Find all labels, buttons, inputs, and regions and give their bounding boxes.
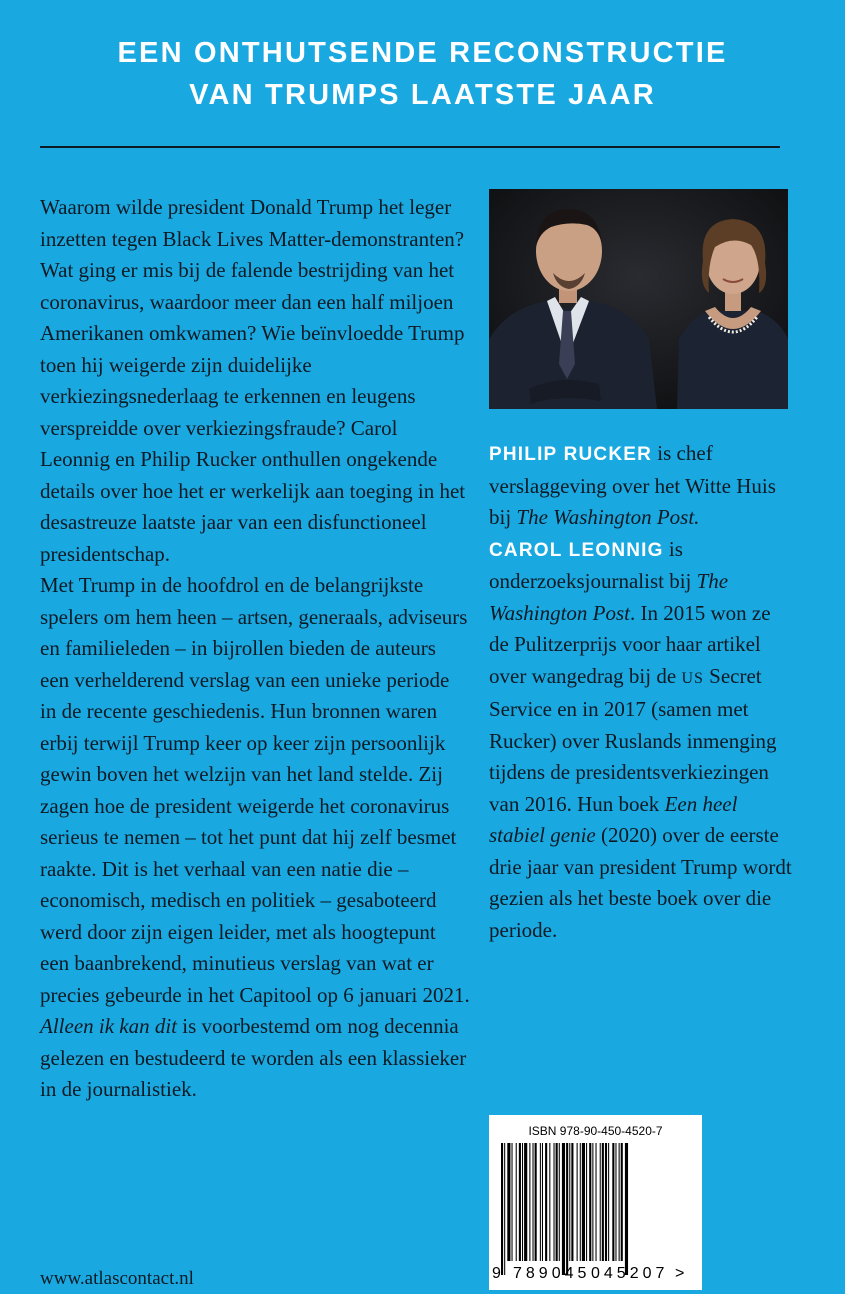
barcode-bar: [501, 1143, 503, 1275]
barcode-bar: [596, 1143, 597, 1261]
isbn-label: ISBN 978-90-450-4520-7: [528, 1124, 663, 1138]
barcode-bar: [615, 1143, 616, 1261]
author-name-philip-rucker: PHILIP RUCKER: [489, 444, 653, 465]
blurb-paragraph-1: Waarom wilde president Donald Trump het leger inzetten tegen Black Lives Matter-demonstranten? Wat ging er mis bij de falende bestrijding van het coronavirus, waardoor meer dan een half miljoen Amerikanen omkwamen? Wie beïnvloedde Trump toen hij weigerde zijn duidelijke verkiezingsnederlaag te erkennen en leugens verspreidde over verkiezingsfraude? Carol Leonnig en Philip Rucker onthullen ongekende details over hoe het er werkelijk aan toeging in het desastreuze laatste jaar van een disfunctioneel presidentschap.: [40, 195, 466, 566]
barcode-bar: [559, 1143, 560, 1261]
barcode-bar: [524, 1143, 527, 1261]
book-title: Alleen ik kan dit: [40, 1014, 178, 1038]
barcode-bar: [535, 1143, 537, 1261]
barcode-bar: [612, 1143, 614, 1261]
barcode-bar: [571, 1143, 573, 1261]
bio-text-3: . In 2015 won ze de Pulitzerprijs voor haar artikel over wangedrag bij de: [489, 600, 771, 688]
barcode-bars: [501, 1143, 691, 1275]
barcode-right-group: 045207: [591, 1265, 669, 1282]
bio-paragraph: [489, 438, 794, 946]
barcode-bar: [582, 1143, 585, 1261]
headline-line-2: VAN TRUMPS LAATSTE JAAR: [189, 79, 656, 111]
barcode-bar: [592, 1143, 593, 1261]
author-photo: [489, 189, 788, 409]
barcode-bar: [549, 1143, 550, 1261]
bio-text-2: is onderzoeksjournalist bij: [489, 536, 697, 593]
divider-rule: [40, 146, 780, 148]
publication-2: The Washington Post: [489, 569, 729, 625]
bio-text-1: is chef verslaggeving over het Witte Huis bij: [489, 441, 776, 529]
barcode-bar: [625, 1143, 628, 1275]
barcode-first-digit: 9: [492, 1265, 501, 1282]
bio-text-4: Secret Service en in 2017 (samen met Rucker) over Ruslands inmenging tijdens de presidentsverkiezingen van 2016. Hun boek: [489, 663, 777, 816]
barcode-bar: [504, 1143, 505, 1275]
headline-line-1: EEN ONTHUTSENDE RECONSTRUCTIE: [117, 37, 728, 69]
us-abbreviation: US: [681, 669, 704, 687]
barcode-bar: [562, 1143, 565, 1275]
barcode-arrow: >: [675, 1265, 685, 1282]
publisher-website: www.atlascontact.nl: [40, 1268, 194, 1289]
barcode-bar: [605, 1143, 607, 1261]
barcode-bar: [540, 1143, 541, 1261]
barcode-bar: [580, 1143, 581, 1261]
barcode-bar: [586, 1143, 587, 1261]
barcode-bar: [577, 1143, 578, 1261]
barcode-bar: [569, 1143, 570, 1261]
barcode-bar: [542, 1143, 543, 1261]
barcode-bar: [554, 1143, 555, 1261]
author-photo-illustration: [489, 189, 788, 409]
blurb-paragraph-2: [40, 570, 470, 1106]
blurb-paragraph-2-text: Met Trump in de hoofdrol en de belangrijkste spelers om hem heen – artsen, generaals, adviseurs en familieleden – in bijrollen bieden de auteurs een verhelderend verslag van een unieke periode in de recente geschiedenis. Hun bronnen waren erbij terwijl Trump keer op keer zijn persoonlijk gewin boven het welzijn van het land stelde. Zij zagen hoe de president weigerde het coronavirus serieus te nemen – tot het punt dat hij zelf besmet raakte. Dit is het verhaal van een natie die – economisch, medisch en politiek – gesaboteerd werd door zijn eigen leider, met als hoogtepunt een baanbrekend, minutieus verslag van wat er precies gebeurde in het Capitool op 6 januari 2021.: [40, 573, 470, 1007]
headline: [0, 32, 845, 116]
barcode-bar: [516, 1143, 517, 1261]
barcode-bar: [556, 1143, 558, 1261]
barcode-bar: [529, 1143, 530, 1261]
barcode-bar: [512, 1143, 513, 1261]
blurb-paragraph-2-end: is voorbestemd om nog decennia gelezen en bestudeerd te worden als een klassieker in de journalistiek.: [40, 1014, 467, 1101]
isbn-barcode: [489, 1115, 702, 1290]
barcode-left-group: 789045: [513, 1265, 591, 1282]
barcode-bar: [507, 1143, 510, 1261]
previous-book-title: Een heel stabiel genie: [489, 791, 738, 847]
blurb-text: [40, 192, 470, 1106]
publication-1: The Washington Post.: [516, 505, 700, 529]
barcode-bar: [566, 1143, 568, 1275]
barcode-bar: [522, 1143, 523, 1261]
barcode-bar: [608, 1143, 609, 1261]
barcode-bar: [519, 1143, 521, 1261]
author-name-carol-leonnig: CAROL LEONNIG: [489, 539, 664, 561]
barcode-bar: [600, 1143, 601, 1261]
barcode-bar: [602, 1143, 604, 1261]
barcode-bar: [589, 1143, 591, 1261]
author-bio: [489, 438, 794, 946]
barcode-bar: [533, 1143, 534, 1261]
barcode-bar: [619, 1143, 620, 1261]
barcode-bar: [545, 1143, 547, 1261]
bio-text-5: (2020) over de eerste drie jaar van president Trump wordt gezien als het beste boek over die periode.: [489, 823, 792, 942]
barcode-bar: [621, 1143, 623, 1261]
